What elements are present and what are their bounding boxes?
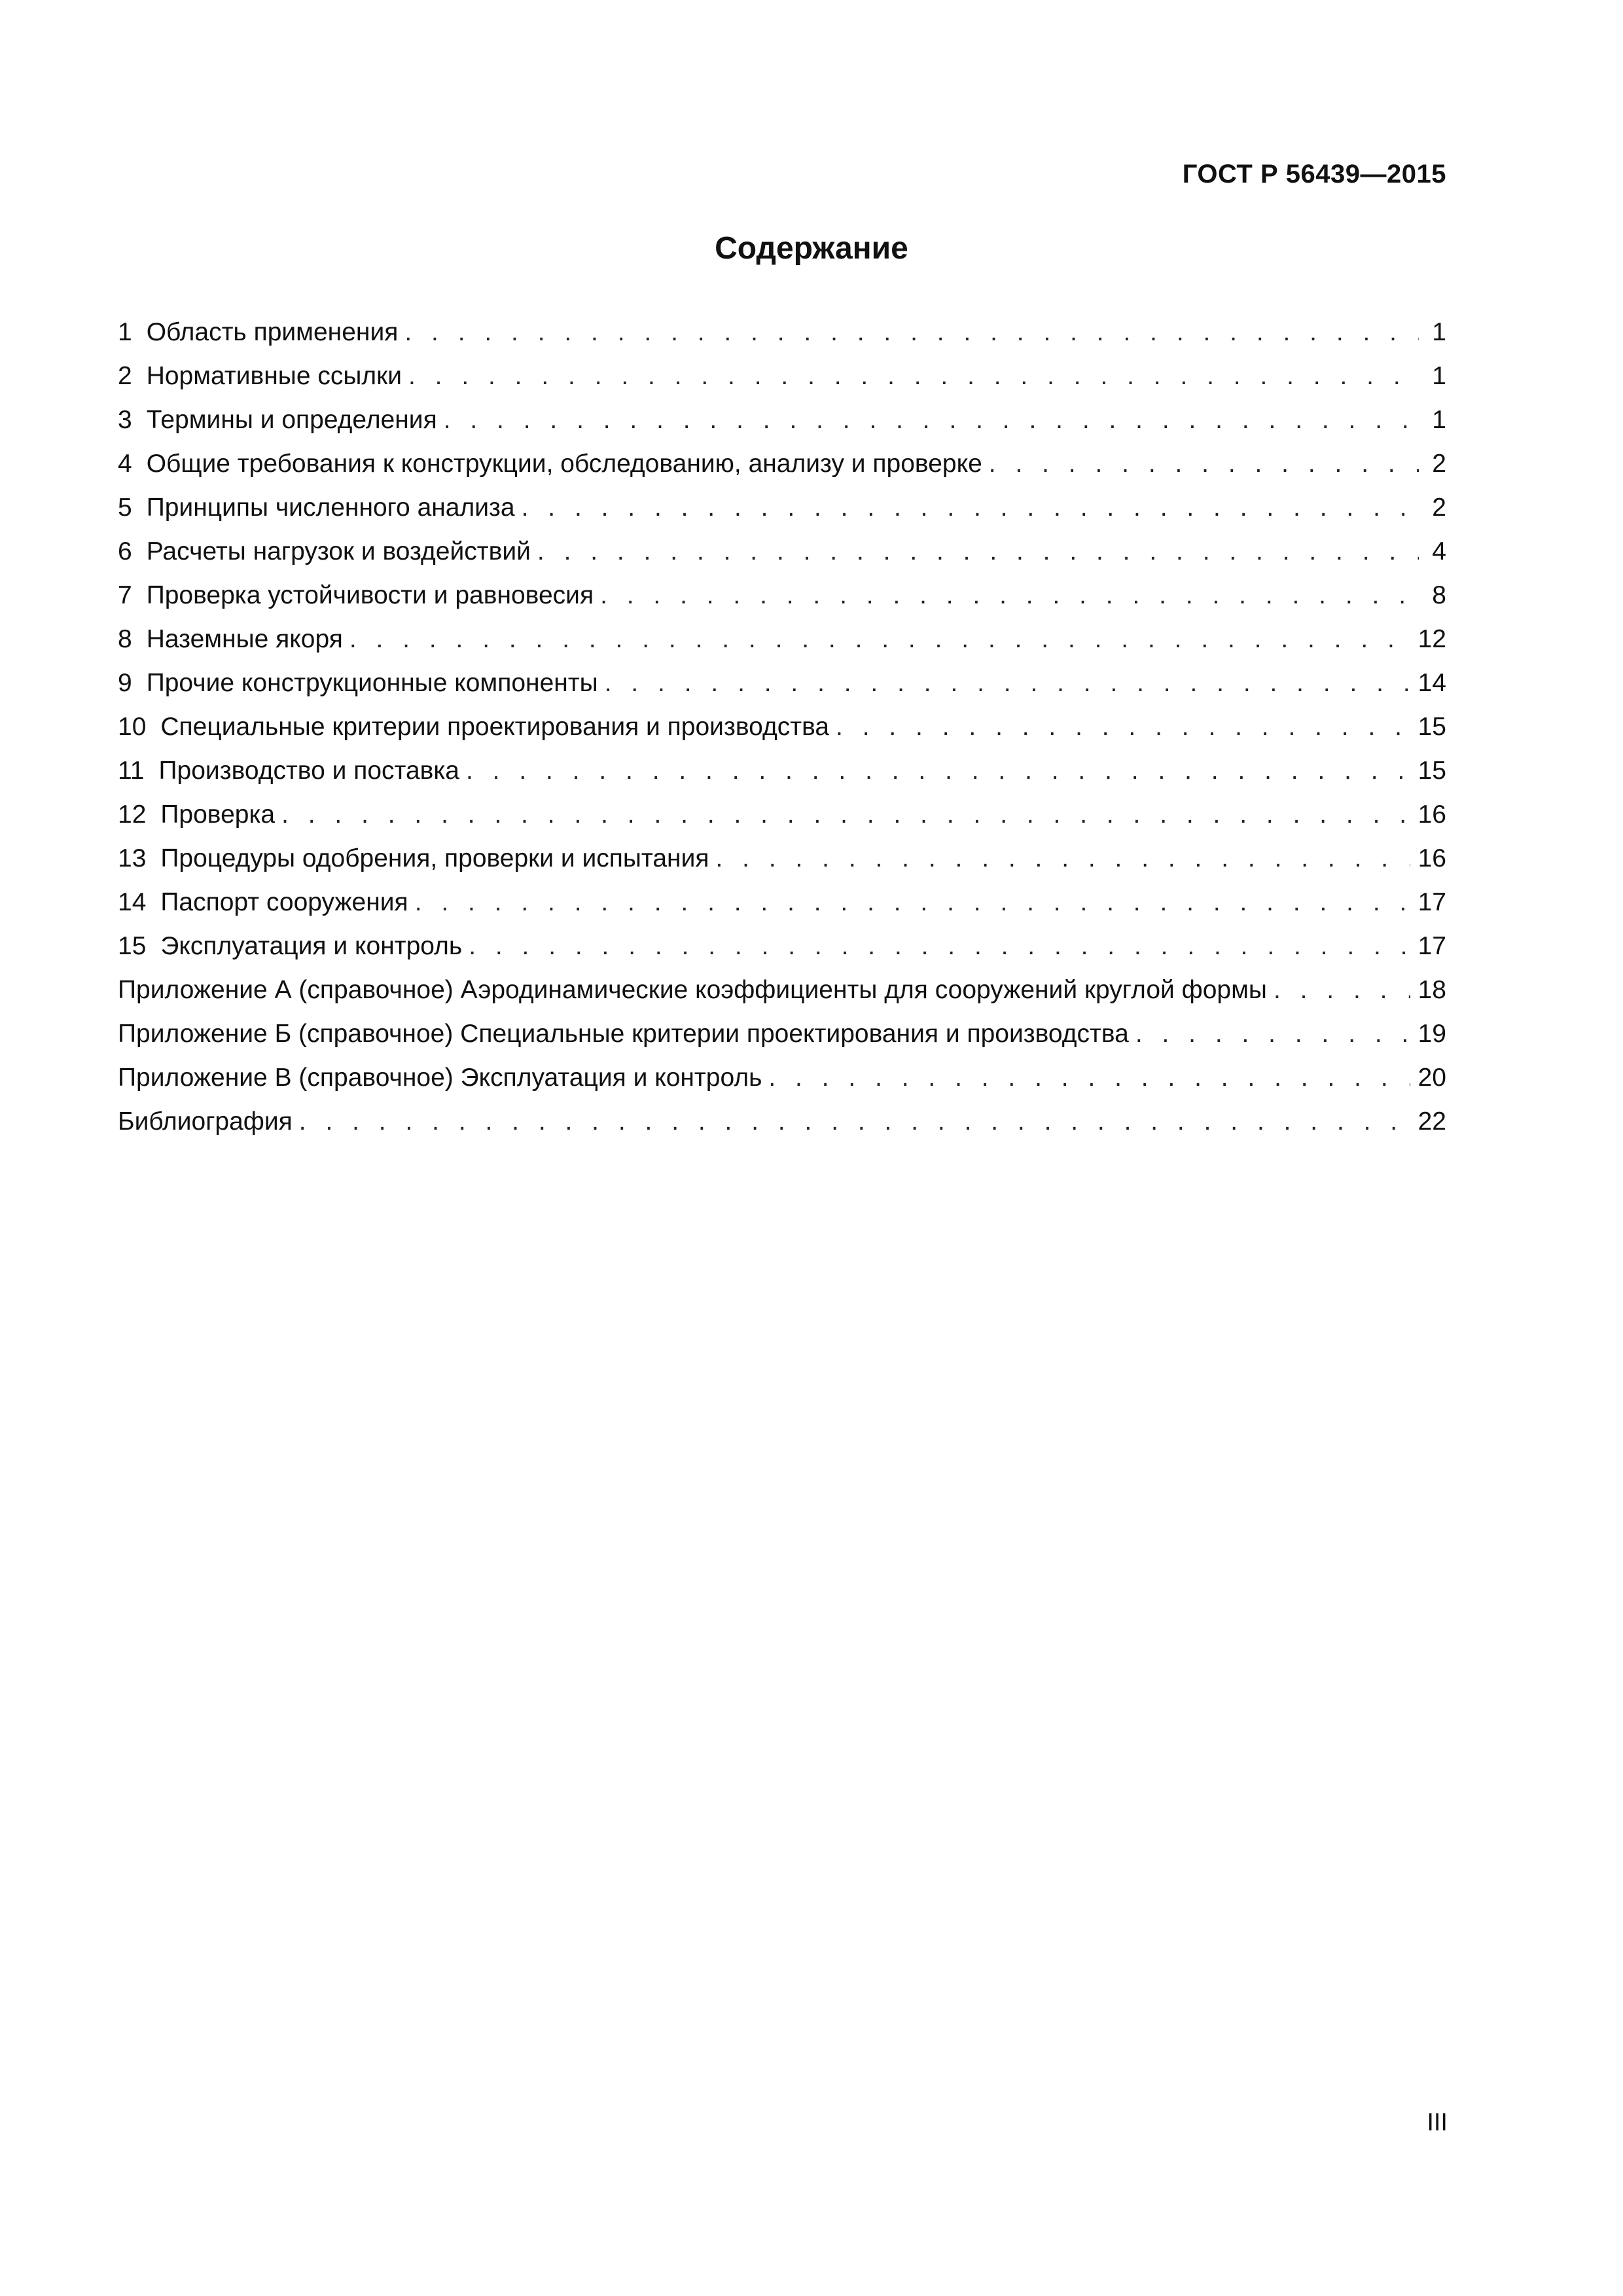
toc-dot-leader: [715, 836, 1410, 880]
toc-item-title: Специальные критерии проектирования и производства: [160, 713, 830, 741]
toc-item-number: 15: [118, 932, 147, 960]
toc-item-page: 17: [1418, 932, 1446, 960]
toc-item[interactable]: [118, 836, 1446, 880]
toc-dot-leader: [605, 661, 1410, 705]
toc-item-page: 4: [1432, 537, 1446, 565]
toc-item-page: 12: [1418, 625, 1446, 653]
toc-item-number: 9: [118, 669, 132, 697]
toc-item-number: 7: [118, 581, 132, 609]
toc-item-page: 15: [1418, 713, 1446, 741]
toc-item-title: Расчеты нагрузок и воздействий: [146, 537, 531, 565]
toc-item[interactable]: [118, 617, 1446, 661]
toc-item-page: 14: [1418, 669, 1446, 697]
toc-dot-leader: [444, 398, 1419, 442]
toc-item-title: Область применения: [146, 318, 399, 346]
toc-item-number: 2: [118, 362, 132, 390]
toc-item[interactable]: [118, 924, 1446, 968]
toc-dot-leader: [349, 617, 1410, 661]
toc-item-title: Общие требования к конструкции, обследованию, анализу и проверке: [146, 450, 982, 478]
toc-item[interactable]: [118, 793, 1446, 836]
toc-item-page: 1: [1432, 318, 1446, 346]
toc-dot-leader: [600, 573, 1419, 617]
toc-item-page: 16: [1418, 844, 1446, 872]
toc-item-page: 22: [1418, 1107, 1446, 1136]
toc-item[interactable]: [118, 529, 1446, 573]
toc-dot-leader: [415, 880, 1410, 924]
toc-item[interactable]: [118, 310, 1446, 354]
toc-item-number: 12: [118, 800, 147, 829]
toc-item[interactable]: [118, 880, 1446, 924]
toc-dot-leader: [522, 486, 1419, 529]
table-of-contents: [118, 310, 1446, 1143]
toc-item-page: 16: [1418, 800, 1446, 829]
toc-item-number: 8: [118, 625, 132, 653]
toc-item[interactable]: [118, 442, 1446, 486]
toc-item-page: 1: [1432, 406, 1446, 434]
toc-item-title: Проверка: [160, 800, 276, 829]
toc-dot-leader: [466, 749, 1410, 793]
toc-item-page: 18: [1418, 976, 1446, 1004]
toc-item-title: Процедуры одобрения, проверки и испытания: [160, 844, 709, 872]
toc-item-title: Принципы численного анализа: [146, 493, 515, 522]
toc-item-page: 1: [1432, 362, 1446, 390]
toc-item-number: 1: [118, 318, 132, 346]
toc-item-title: Проверка устойчивости и равновесия: [146, 581, 594, 609]
toc-dot-leader: [1274, 968, 1410, 1012]
toc-item-number: 6: [118, 537, 132, 565]
toc-item-number: 13: [118, 844, 147, 872]
toc-item-page: 2: [1432, 493, 1446, 522]
toc-item-page: 17: [1418, 888, 1446, 916]
toc-item-title: Приложение В (справочное) Эксплуатация и контроль: [118, 1064, 762, 1092]
toc-dot-leader: [537, 529, 1419, 573]
document-code: ГОСТ Р 56439—2015: [1182, 160, 1446, 188]
page-number: III: [1427, 2109, 1448, 2136]
toc-item-title: Нормативные ссылки: [146, 362, 402, 390]
toc-item-title: Приложение А (справочное) Аэродинамические коэффициенты для сооружений круглой формы: [118, 976, 1267, 1004]
toc-item[interactable]: [118, 398, 1446, 442]
toc-item[interactable]: [118, 705, 1446, 749]
toc-item-title: Библиография: [118, 1107, 293, 1136]
toc-item-number: 3: [118, 406, 132, 434]
toc-item-title: Приложение Б (справочное) Специальные критерии проектирования и производства: [118, 1020, 1129, 1048]
toc-item-title: Паспорт сооружения: [160, 888, 408, 916]
toc-item[interactable]: [118, 354, 1446, 398]
toc-dot-leader: [469, 924, 1410, 968]
toc-dot-leader: [404, 310, 1419, 354]
toc-dot-leader: [989, 442, 1419, 486]
toc-item-title: Эксплуатация и контроль: [160, 932, 463, 960]
toc-item-number: 10: [118, 713, 147, 741]
toc-title: Содержание: [715, 231, 908, 266]
toc-item-page: 15: [1418, 757, 1446, 785]
toc-item[interactable]: [118, 968, 1446, 1012]
toc-item-number: 11: [118, 757, 145, 785]
toc-dot-leader: [281, 793, 1410, 836]
toc-dot-leader: [768, 1056, 1410, 1100]
toc-dot-leader: [408, 354, 1419, 398]
toc-item-page: 20: [1418, 1064, 1446, 1092]
toc-item-title: Производство и поставка: [158, 757, 459, 785]
toc-item-page: 19: [1418, 1020, 1446, 1048]
toc-item[interactable]: [118, 1056, 1446, 1100]
toc-dot-leader: [299, 1100, 1410, 1143]
toc-item[interactable]: [118, 749, 1446, 793]
toc-item[interactable]: [118, 486, 1446, 529]
toc-item-title: Термины и определения: [146, 406, 437, 434]
toc-item-title: Прочие конструкционные компоненты: [146, 669, 598, 697]
toc-item-page: 2: [1432, 450, 1446, 478]
toc-item-number: 5: [118, 493, 132, 522]
toc-item-number: 14: [118, 888, 147, 916]
toc-item-number: 4: [118, 450, 132, 478]
toc-item-title: Наземные якоря: [146, 625, 343, 653]
toc-item[interactable]: [118, 1012, 1446, 1056]
toc-item-page: 8: [1432, 581, 1446, 609]
toc-item[interactable]: [118, 1100, 1446, 1143]
toc-item[interactable]: [118, 661, 1446, 705]
toc-dot-leader: [836, 705, 1410, 749]
toc-dot-leader: [1135, 1012, 1410, 1056]
toc-item[interactable]: [118, 573, 1446, 617]
